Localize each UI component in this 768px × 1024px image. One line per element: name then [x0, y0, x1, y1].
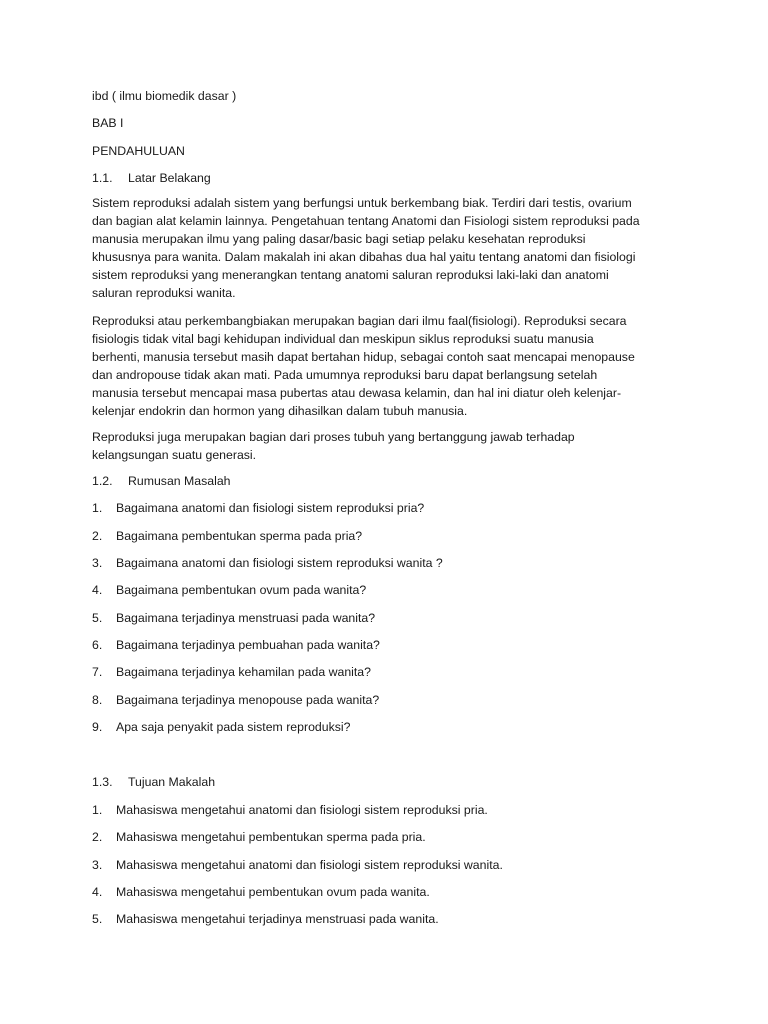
paragraph-1	[92, 194, 682, 302]
list-item	[92, 910, 439, 928]
list-item	[92, 609, 375, 627]
list-text: Bagaimana terjadinya menopouse pada wanita?	[116, 693, 380, 707]
section-title: Latar Belakang	[128, 171, 211, 185]
section-heading-latar-belakang	[92, 169, 211, 187]
paragraph-line: khususnya para wanita. Dalam makalah ini akan dibahas dua hal yaitu tentang anatomi dan fisiologi	[92, 250, 636, 264]
list-number: 7.	[92, 665, 103, 679]
list-text: Bagaimana anatomi dan fisiologi sistem reproduksi pria?	[116, 501, 425, 515]
list-text: Bagaimana terjadinya menstruasi pada wanita?	[116, 611, 376, 625]
paragraph-line: saluran reproduksi wanita.	[92, 286, 236, 300]
list-number: 9.	[92, 720, 103, 734]
list-number: 4.	[92, 583, 103, 597]
list-text: Mahasiswa mengetahui pembentukan ovum pada wanita.	[116, 885, 430, 899]
list-text: Mahasiswa mengetahui anatomi dan fisiologi sistem reproduksi pria.	[116, 803, 488, 817]
paragraph-line: berhenti, manusia tersebut masih dapat bertahan hidup, sebagai contoh saat mencapai menopause	[92, 350, 635, 364]
list-text: Bagaimana pembentukan sperma pada pria?	[116, 529, 363, 543]
list-text: Bagaimana terjadinya kehamilan pada wanita?	[116, 665, 371, 679]
paragraph-line: manusia merupakan ilmu yang paling dasar/basic bagi setiap pelaku kesehatan reproduksi	[92, 232, 586, 246]
paragraph-line: manusia tersebut mencapai masa pubertas atau dewasa kelamin, dan hal ini diatur oleh kelenjar-	[92, 386, 622, 400]
list-text: Mahasiswa mengetahui pembentukan sperma pada pria.	[116, 830, 426, 844]
paragraph-line: fisiologis tidak vital bagi kehidupan individual dan meskipun siklus reproduksi suatu manusia	[92, 332, 594, 346]
paragraph-line: kelenjar endokrin dan hormon yang dihasilkan dalam tubuh manusia.	[92, 404, 468, 418]
list-number: 1.	[92, 803, 103, 817]
list-item	[92, 581, 366, 599]
list-item	[92, 691, 379, 709]
list-item	[92, 828, 426, 846]
section-title: Tujuan Makalah	[128, 775, 216, 789]
list-item	[92, 663, 371, 681]
list-number: 2.	[92, 830, 103, 844]
section-number: 1.3.	[92, 775, 113, 789]
list-text: Bagaimana anatomi dan fisiologi sistem reproduksi wanita ?	[116, 556, 443, 570]
list-text: Mahasiswa mengetahui terjadinya menstruasi pada wanita.	[116, 912, 439, 926]
chapter-title: PENDAHULUAN	[92, 144, 185, 158]
paragraph-line: sistem reproduksi yang menerangkan tentang anatomi saluran reproduksi laki-laki dan anatomi	[92, 268, 609, 282]
list-number: 6.	[92, 638, 103, 652]
paragraph-line: Reproduksi atau perkembangbiakan merupakan bagian dari ilmu faal(fisiologi). Reproduksi secara	[92, 314, 627, 328]
paragraph-line: Reproduksi juga merupakan bagian dari proses tubuh yang bertanggung jawab terhadap	[92, 430, 575, 444]
list-item	[92, 801, 488, 819]
list-number: 8.	[92, 693, 103, 707]
list-text: Apa saja penyakit pada sistem reproduksi?	[116, 720, 351, 734]
paragraph-line: dan andropouse tidak akan mati. Pada umumnya reproduksi baru dapat berlangsung setelah	[92, 368, 598, 382]
list-number: 4.	[92, 885, 103, 899]
paragraph-line: kelangsungan suatu generasi.	[92, 448, 257, 462]
list-item	[92, 554, 443, 572]
chapter-label: BAB I	[92, 116, 124, 130]
section-heading-rumusan-masalah	[92, 472, 231, 490]
list-number: 3.	[92, 858, 103, 872]
section-number: 1.1.	[92, 171, 113, 185]
paragraph-3	[92, 428, 682, 464]
list-item	[92, 883, 430, 901]
list-item	[92, 636, 380, 654]
paragraph-line: dan bagian alat kelamin lainnya. Pengetahuan tentang Anatomi dan Fisiologi sistem reproduksi pada	[92, 214, 640, 228]
document-header: ibd ( ilmu biomedik dasar )	[92, 89, 237, 103]
list-item	[92, 718, 350, 736]
list-number: 3.	[92, 556, 103, 570]
list-text: Mahasiswa mengetahui anatomi dan fisiologi sistem reproduksi wanita.	[116, 858, 503, 872]
list-number: 5.	[92, 912, 103, 926]
list-number: 5.	[92, 611, 103, 625]
list-item	[92, 527, 362, 545]
list-number: 1.	[92, 501, 103, 515]
list-text: Bagaimana pembentukan ovum pada wanita?	[116, 583, 367, 597]
list-number: 2.	[92, 529, 103, 543]
list-item	[92, 856, 503, 874]
paragraph-2	[92, 312, 682, 420]
list-text: Bagaimana terjadinya pembuahan pada wanita?	[116, 638, 380, 652]
section-heading-tujuan-makalah	[92, 773, 215, 791]
list-item	[92, 499, 424, 517]
section-title: Rumusan Masalah	[128, 474, 231, 488]
section-number: 1.2.	[92, 474, 113, 488]
paragraph-line: Sistem reproduksi adalah sistem yang berfungsi untuk berkembang biak. Terdiri dari testis, ovarium	[92, 196, 632, 210]
